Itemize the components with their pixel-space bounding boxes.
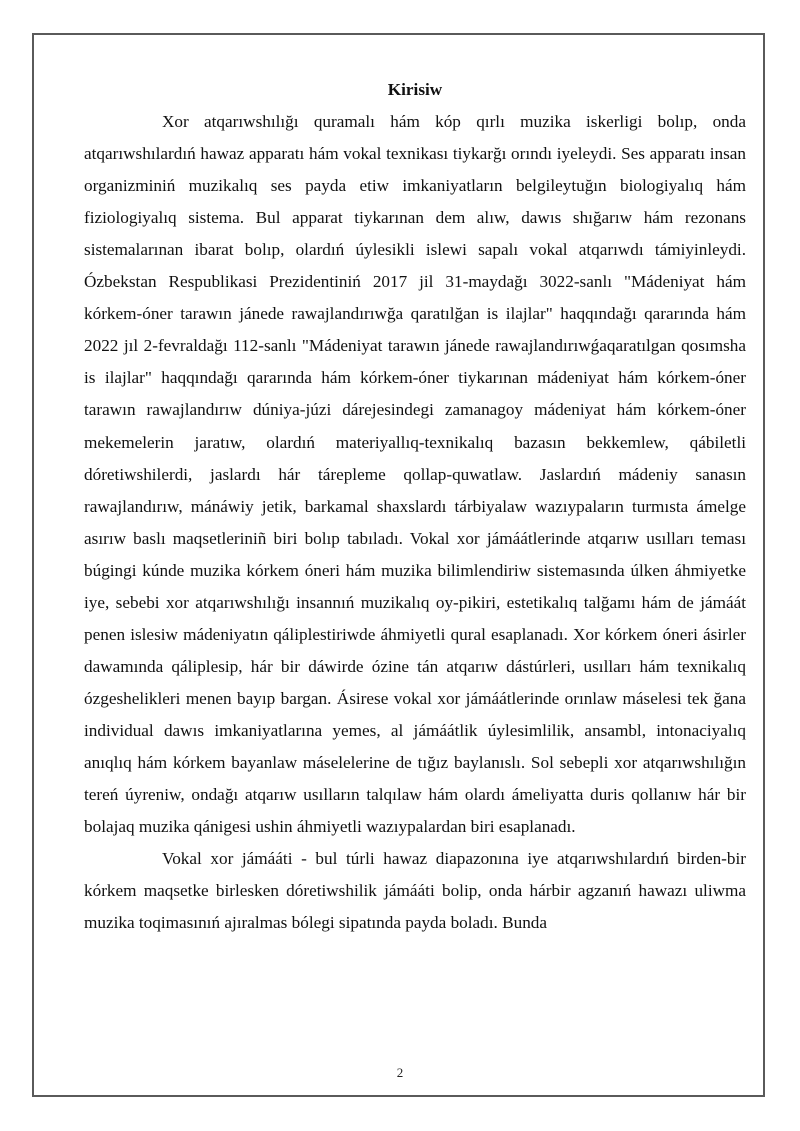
document-title: Kirisiw bbox=[387, 80, 443, 99]
paragraph-1: Xor atqarıwshılığı quramalı hám kóp qırlı muzika iskerligi bolıp, onda atqarıwshılardıń hawaz apparatı hám vokal texnikası tiykarğı orındı iyeleydi. Ses apparatı insan organizminiń muzikalıq ses payda etiw imkaniyatların belgileytuğın biologiyalıq hám fiziologiyalıq sistema. Bul apparat tiykarınan dem alıw, dawıs shığarıw hám rezonans sistemalarınan ibarat bolıp, olardıń úylesikli islewi sapalı vokal atqarıwdı támiyinleydi. Ózbekstan Respublikasi Prezidentiniń 2017 jil 31-maydağı 3022-sanlı "Mádeniyat hám kórkem-óner tarawın jánede rawajlandırıwğa qaratılğan is ilajlar" haqqındağı qararında hám 2022 jıl 2-fevraldağı 112-sanlı "Mádeniyat tarawın jánede rawajlandırıwǵaqaratılgan qosımsha is ilajlar" haqqındağı qararında hám kórkem-óner tiykarınan mádeniyat hám kórkem-óner tarawın rawajlandırıw dúniya-júzi dárejesindegi zamanagoy mádeniyat hám kórkem-óner mekemelerin jaratıw, olardıń materiyallıq-texnikalıq bazasın bekkemlew, qábiletli dóretiwshilerdi, jaslardı hár tárepleme qollap-quwatlaw. Jaslardıń mádeniy sanasın rawajlandırıw, mánáwiy jetik, barkamal shaxslardı tárbiyalaw wazıypaların turmısta ámelge asırıw baslı maqsetleriniñ biri bolıp tabıladı. Vokal xor jámáátlerinde atqarıw usılları teması búgingi kúnde muzika kórkem óneri hám muzika bilimlendiriw sistemasında úlken áhmiyetke iye, sebebi xor atqarıwshılığı insannıń muzikalıq oy-pikiri, estetikalıq talğamı hám de jámáát penen islesiw mádeniyatın qáliplestiriwde áhmiyetli qural esaplanadı. Xor kórkem óneri ásirler dawamında qáliplesip, hár bir dáwirde ózine tán atqarıw dástúrleri, usılları hám texnikalıq ózgeshelikleri menen bayıp bargan. Ásirese vokal xor jámáátlerinde orınlaw máselesi tek ğana individual dawıs imkaniyatlarına yemes, al jámáátlik úylesimlilik, ansambl, intonaciyalıq anıqlıq hám kórkem bayanlaw máselelerine de tığız baylanıslı. Sol sebepli xor atqarıwshılığın tereń úyreniw, ondağı atqarıw usılların talqılaw hám olardı ámeliyatta duris qollanıw hár bir bolajaq muzika qánigesi ushin áhmiyetli wazıypalardan biri esaplanadı. bbox=[84, 112, 746, 837]
page-number: 2 bbox=[396, 1065, 404, 1080]
document-body bbox=[84, 74, 746, 939]
paragraph-2: Vokal xor jámááti - bul túrli hawaz diapazonına iye atqarıwshılardıń birden-bir kórkem maqsetke birlesken dóretiwshilik jámááti bolip, onda hárbir agzanıń hawazı uliwma muzika toqimasınıń ajıralmas bólegi sipatında payda boladı. Bunda bbox=[84, 849, 746, 933]
